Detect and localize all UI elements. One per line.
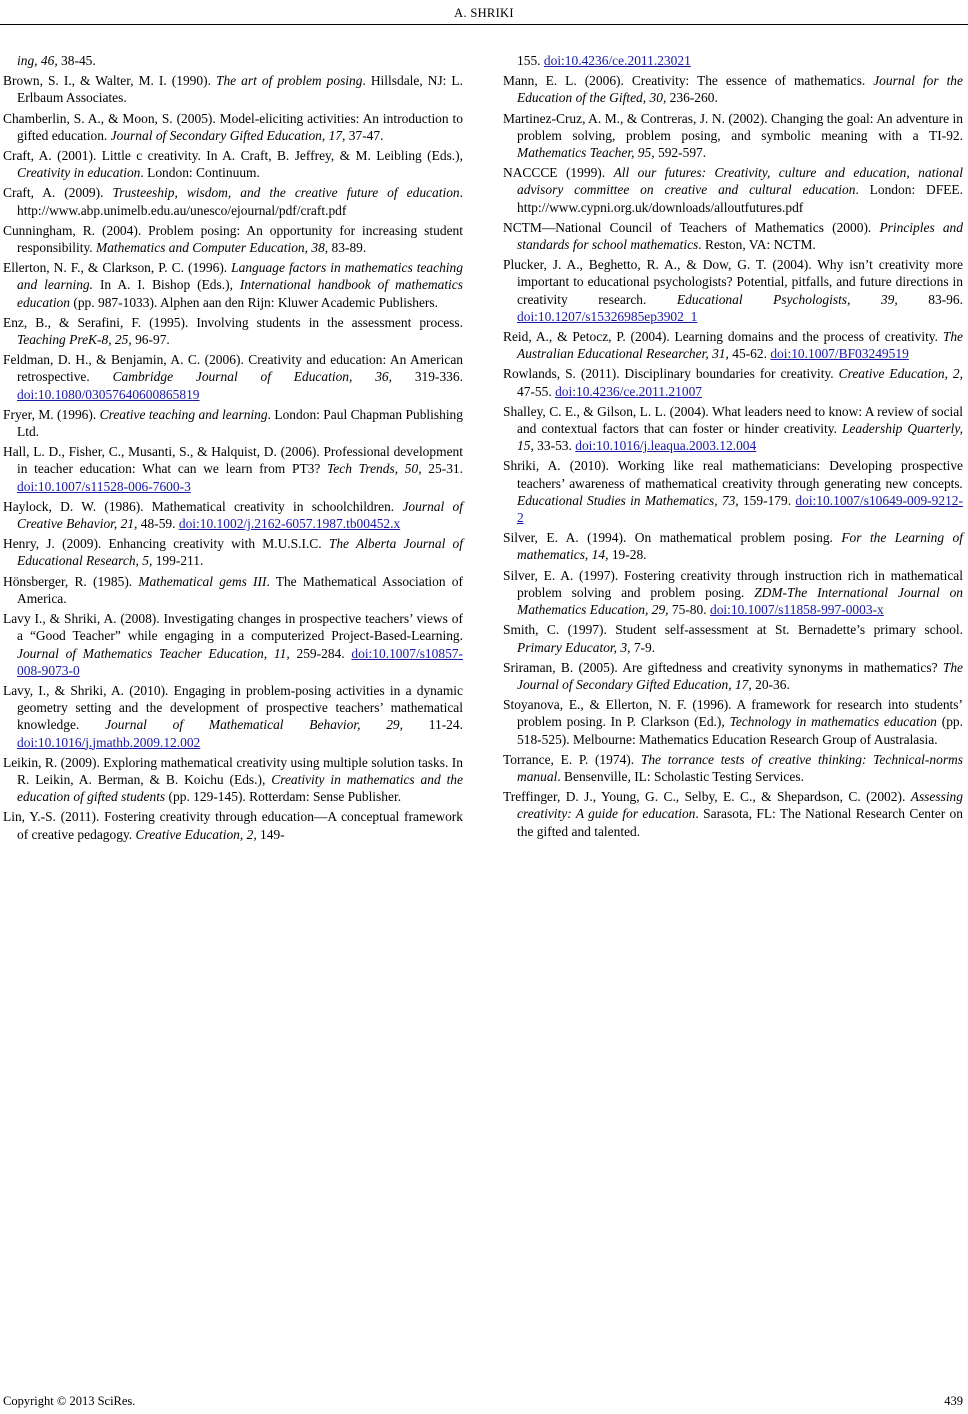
reference-text: Hönsberger, R. (1985).	[3, 573, 139, 589]
reference-italic-text: The Australian Educational Researcher, 31,	[517, 329, 963, 362]
doi-link[interactable]: doi:10.1007/s11858-997-0003-x	[709, 602, 884, 618]
reference-italic-text: Mathematical gems III	[138, 573, 267, 589]
reference-italic-text: 30,	[649, 90, 667, 106]
doi-link[interactable]: doi:10.1207/s15326985ep3902_1	[517, 308, 698, 324]
reference-italic-text: . Educational Studies in Mathematics, 73,	[517, 475, 963, 508]
reference-entry	[503, 751, 963, 785]
reference-italic-text: Mathematics and Computer Education, 38,	[96, 240, 329, 256]
reference-entry	[503, 328, 963, 362]
reference-italic-text: For the Learning of mathematics, 14,	[517, 530, 963, 563]
reference-italic-text: Creative Education, 2,	[135, 826, 257, 842]
references-left-column	[3, 52, 463, 846]
reference-text: Mann, E. L. (2006). Creativity: The essence of mathematics.	[503, 73, 874, 89]
reference-italic-text: Journal of Mathematics Teacher Education, 11,	[17, 645, 290, 661]
reference-italic-text: Tech Trends, 50,	[327, 461, 422, 477]
reference-entry	[503, 256, 963, 325]
reference-italic-text: Leadership Quarterly, 15,	[517, 421, 963, 454]
reference-text: . London: DFEE. http://www.cypni.org.uk/downloads/alloutfutures.pdf	[517, 182, 963, 215]
reference-italic-text: Educational Psychologists, 39,	[676, 291, 898, 307]
reference-entry	[3, 573, 463, 607]
reference-italic-text: Technology in mathematics education	[729, 714, 937, 730]
reference-text: 149-	[256, 826, 285, 842]
reference-text: Shalley, C. E., & Gilson, L. L. (2004). What leaders need to know: A review of social and contextual factors that can foster or hinder creativity.	[503, 403, 963, 437]
reference-entry	[3, 72, 463, 106]
reference-text: NACCCE (1999).	[503, 165, 614, 181]
reference-entry	[503, 567, 963, 619]
reference-italic-text: Teaching PreK-8, 25,	[17, 332, 132, 348]
reference-entry	[503, 457, 963, 526]
reference-continuation	[3, 52, 463, 69]
reference-entry	[3, 259, 463, 311]
reference-text: (pp. 518-525). Melbourne: Mathematics Education Research Group of Australasia.	[517, 714, 963, 747]
reference-text: . Bensenville, IL: Scholastic Testing Services.	[557, 768, 804, 784]
reference-text: Craft, A. (2009).	[3, 185, 113, 201]
reference-entry	[503, 164, 963, 216]
reference-italic-text: Mathematics Teacher, 95,	[517, 145, 655, 161]
reference-text: Brown, S. I., & Walter, M. I. (1990).	[3, 73, 216, 89]
reference-text: Craft, A. (2001). Little c creativity. In A. Craft, B. Jeffrey, & M. Leibling (Eds.),	[3, 148, 463, 164]
reference-text: Martinez-Cruz, A. M., & Contreras, J. N. (2002). Changing the goal: An adventure in problem solving, problem posing, and symbolic meaning with a TI-92.	[503, 110, 963, 143]
reference-italic-text: All our futures: Creativity, culture and education, national advisory committee on creative and cultural education	[517, 165, 963, 198]
reference-text: Sriraman, B. (2005). Are giftedness and creativity synonyms in mathematics?	[503, 659, 943, 675]
doi-link[interactable]: doi:10.1007/s10649-009-9212-2	[517, 492, 963, 526]
reference-text: . Sarasota, FL: The National Research Center on the gifted and talented.	[517, 806, 963, 839]
reference-text: 319-336.	[392, 369, 463, 385]
reference-italic-text: Creative teaching and learning	[99, 406, 268, 422]
reference-text: NCTM—National Council of Teachers of Mathematics (2000).	[503, 219, 880, 235]
reference-text: Feldman, D. H., & Benjamin, A. C. (2006). Creativity and education: An American retrospective.	[3, 352, 463, 385]
reference-text: 155.	[517, 53, 544, 68]
reference-entry	[3, 754, 463, 806]
reference-text: Henry, J. (2009). Enhancing creativity with M.U.S.I.C.	[3, 536, 329, 552]
reference-text: . London: Paul Chapman Publishing Ltd.	[17, 406, 463, 440]
doi-link[interactable]: doi:10.1002/j.2162-6057.1987.tb00452.x	[178, 516, 401, 532]
reference-entry	[3, 498, 463, 532]
reference-text: 199-211.	[152, 553, 204, 569]
reference-text: Torrance, E. P. (1974).	[503, 751, 641, 767]
reference-entry	[503, 403, 963, 455]
reference-text: Lavy, I., & Shriki, A. (2010). Engaging in problem-posing activities in a dynamic geometry setting and the development of prospective teachers’ mathematical knowledge.	[3, 682, 463, 733]
reference-text: 259-284.	[289, 645, 352, 661]
page-number: 439	[944, 1394, 963, 1408]
reference-italic-text: ing, 46,	[17, 53, 58, 68]
reference-text: 47-55.	[517, 383, 556, 399]
reference-italic-text: Language factors in mathematics teaching and learning.	[17, 260, 463, 293]
reference-text: Fryer, M. (1996).	[3, 406, 100, 422]
reference-text: . http://www.abp.unimelb.edu.au/unesco/ejournal/pdf/craft.pdf	[17, 185, 463, 218]
reference-italic-text: Trusteeship, wisdom, and the creative future of education	[112, 185, 460, 201]
reference-entry	[3, 351, 463, 403]
doi-link[interactable]: doi:10.1007/s10857-008-9073-0	[17, 645, 463, 678]
reference-text: 159-179.	[738, 492, 796, 508]
reference-text: 83-96.	[897, 291, 963, 307]
reference-text: . London: Continuum.	[140, 165, 260, 181]
reference-italic-text: Creativity in mathematics and the education of gifted students	[17, 771, 463, 805]
reference-text: Lin, Y.-S. (2011). Fostering creativity through education—A conceptual framework of creative pedagogy.	[3, 809, 463, 842]
reference-entry	[3, 535, 463, 569]
reference-italic-text: The Alberta Journal of Educational Research, 5,	[17, 536, 463, 569]
reference-text: 11-24.	[403, 717, 463, 733]
reference-entry	[3, 443, 463, 495]
reference-text: 38-45.	[57, 53, 96, 68]
reference-text: Shriki, A. (2010). Working like real mathematicians: Developing prospective teachers’ awareness of mathematical creativity through generating new concepts	[503, 458, 963, 491]
header-rule	[0, 24, 968, 25]
reference-italic-text: The torrance tests of creative thinking: Technical-norms manual	[517, 751, 963, 784]
reference-text: 7-9.	[630, 639, 656, 655]
reference-entry	[3, 147, 463, 181]
reference-text: Treffinger, D. J., Young, G. C., Selby, E. C., & Shepardson, C. (2002).	[503, 789, 911, 805]
reference-text: (pp. 129-145). Rotterdam: Sense Publisher.	[165, 789, 402, 805]
reference-text: 25-31.	[421, 461, 464, 477]
reference-text: Enz, B., & Serafini, F. (1995). Involving students in the assessment process.	[3, 314, 463, 330]
reference-text: Silver, E. A. (1997). Fostering creativity through instruction rich in mathematical problem solving and problem posing.	[503, 567, 963, 600]
reference-italic-text: International handbook of mathematics education	[17, 277, 463, 310]
reference-text: Stoyanova, E., & Ellerton, N. F. (1996). A framework for research into students’ problem posing. In P. Clarkson (Ed.),	[503, 697, 963, 730]
reference-entry	[3, 184, 463, 218]
reference-text: 19-28.	[608, 547, 647, 563]
doi-link[interactable]: doi:10.1016/j.jmathb.2009.12.002	[17, 734, 201, 750]
reference-italic-text: The art of problem posing	[215, 73, 363, 89]
reference-entry	[503, 529, 963, 563]
reference-italic-text: Assessing creativity: A guide for education	[517, 789, 963, 822]
reference-italic-text: The Journal of Secondary Gifted Education, 17,	[517, 659, 963, 692]
reference-text: 75-80.	[668, 602, 710, 618]
reference-entry	[503, 219, 963, 253]
reference-text: In A. I. Bishop (Eds.),	[93, 277, 240, 293]
reference-italic-text: Cambridge Journal of Education, 36,	[112, 369, 392, 385]
reference-entry	[503, 365, 963, 399]
reference-text: 48-59.	[137, 516, 179, 532]
reference-text: Silver, E. A. (1994). On mathematical problem posing.	[503, 530, 842, 546]
doi-link[interactable]: doi:10.1007/BF03249519	[770, 346, 909, 362]
reference-entry	[503, 72, 963, 106]
doi-link[interactable]: doi:10.4236/ce.2011.21007	[555, 383, 703, 399]
reference-italic-text: Principles and standards for school mathematics	[517, 219, 963, 253]
reference-italic-text: Primary Educator, 3,	[517, 639, 631, 655]
copyright-footer: Copyright © 2013 SciRes.	[3, 1394, 136, 1408]
reference-italic-text: Journal of Mathematical Behavior, 29,	[105, 717, 403, 733]
reference-text: Rowlands, S. (2011). Disciplinary boundaries for creativity.	[503, 366, 839, 382]
reference-text: ,	[642, 90, 650, 106]
reference-entry	[503, 659, 963, 693]
reference-text: Leikin, R. (2009). Exploring mathematical creativity using multiple solution tasks. In R. Leikin, A. Berman, & B. Koichu (Eds.),	[3, 754, 463, 787]
references-right-column	[503, 52, 963, 843]
reference-text: . Reston, VA: NCTM.	[698, 237, 816, 253]
reference-entry	[503, 110, 963, 162]
doi-link[interactable]: doi:10.1016/j.leaqua.2003.12.004	[575, 438, 757, 454]
reference-text: 592-597.	[654, 145, 707, 161]
reference-text: . Hillsdale, NJ: L. Erlbaum Associates.	[17, 73, 463, 106]
reference-entry	[503, 788, 963, 840]
reference-text: Smith, C. (1997). Student self-assessment at St. Bernadette’s primary school.	[503, 622, 963, 638]
reference-italic-text: Journal for the Education of the Gifted	[517, 73, 963, 106]
doi-link[interactable]: doi:10.1080/03057640600865819	[17, 386, 200, 402]
reference-italic-text: ZDM-The International Journal on Mathematics Education, 29,	[517, 584, 964, 618]
reference-entry	[503, 621, 963, 655]
reference-text: 236-260.	[666, 90, 718, 106]
reference-entry	[3, 110, 463, 144]
reference-italic-text: Creative Education, 2,	[838, 366, 964, 382]
reference-text: Chamberlin, S. A., & Moon, S. (2005). Model-eliciting activities: An introduction to gifted education.	[3, 110, 463, 143]
reference-text: 37-47.	[345, 127, 384, 143]
reference-italic-text: Creativity in education	[17, 165, 141, 181]
reference-entry	[3, 314, 463, 348]
reference-text: Reid, A., & Petocz, P. (2004). Learning domains and the process of creativity.	[503, 329, 943, 345]
reference-entry	[503, 696, 963, 748]
reference-entry	[3, 406, 463, 440]
reference-text: 96-97.	[131, 332, 170, 348]
reference-italic-text: Journal of Creative Behavior, 21,	[17, 498, 463, 532]
reference-text: Plucker, J. A., Beghetto, R. A., & Dow, G. T. (2004). Why isn’t creativity more important to educational psychologists? Potential, pitfalls, and future directions in creativity research.	[503, 257, 963, 307]
reference-entry	[3, 682, 463, 751]
doi-link[interactable]: doi:10.4236/ce.2011.23021	[543, 53, 691, 68]
reference-continuation	[503, 52, 963, 69]
reference-text: 20-36.	[751, 676, 790, 692]
reference-text: Hall, L. D., Fisher, C., Musanti, S., & Halquist, D. (2006). Professional development in teacher education: What can we learn from PT3?	[3, 444, 463, 477]
reference-text: Haylock, D. W. (1986). Mathematical creativity in schoolchildren.	[3, 498, 403, 514]
reference-text: Lavy I., & Shriki, A. (2008). Investigating changes in prospective teachers’ views of a “Good Teacher” while engaging in a computerized Project-Based-Learning.	[3, 611, 463, 644]
reference-entry	[3, 610, 463, 679]
reference-text: 45-62.	[728, 346, 771, 362]
reference-italic-text: Journal of Secondary Gifted Education, 17,	[110, 127, 346, 143]
reference-entry	[3, 222, 463, 256]
reference-text: 33-53.	[533, 438, 576, 454]
reference-entry	[3, 808, 463, 842]
reference-text: (pp. 987-1033). Alphen aan den Rijn: Kluwer Academic Publishers.	[70, 294, 438, 310]
reference-text: . The Mathematical Association of America.	[17, 573, 463, 606]
doi-link[interactable]: doi:10.1007/s11528-006-7600-3	[17, 478, 191, 494]
running-header: A. SHRIKI	[454, 6, 514, 20]
reference-text: Cunningham, R. (2004). Problem posing: An opportunity for increasing student responsibility.	[3, 222, 463, 256]
reference-text: 83-89.	[328, 240, 367, 256]
reference-text: Ellerton, N. F., & Clarkson, P. C. (1996).	[3, 260, 232, 276]
